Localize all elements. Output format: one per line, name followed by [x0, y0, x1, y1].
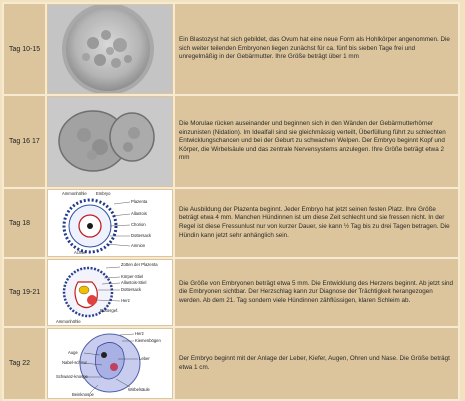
- day19-21-diagram: [48, 260, 172, 325]
- description-cell: Der Embryo beginnt mit der Anlage der Leber, Kiefer, Augen, Ohren und Nase. Die Größe beträgt etwa 1 cm.: [174, 327, 459, 400]
- diagram-label: Auge: [68, 350, 78, 355]
- diagram-label: Leber: [139, 356, 150, 361]
- development-table: [2, 2, 460, 401]
- day-cell: Tag 18: [3, 188, 46, 258]
- diagram-label: Beinknospe: [72, 392, 94, 397]
- diagram-label: Körper-Stiel: [121, 274, 144, 279]
- description-cell: Die Morulae rücken auseinander und beginnen sich in den Wänden der Gebärmutterhörner einzunisten (Nidation). Im Idealfall sind sie gleichmässig verteilt, Überfüllung führt zu schlechten Entwicklungschancen und bei der Geburt zu schwachen Welpen. Der Embryo beginnt Kopf und Körper, die Wirbelsäule und das zentrale Nervensystems anzulegen. Ihre Größe beträgt etwa 2 mm: [174, 95, 459, 188]
- day-cell: Tag 22: [3, 327, 46, 400]
- description-cell: Die Ausbildung der Plazenta beginnt. Jeder Embryo hat jetzt seinen festen Platz. Ihre Größe beträgt etwa 4 mm. Manchen Hündinnen ist um diese Zeit schlecht und sie fressen nicht. In der Regel ist diese Fressunlust nur von kurzer Dauer, sie kann ½ Tag bis zu drei Tagen betragen. Die Hündin kann jetzt sehr anhänglich sein.: [174, 188, 459, 258]
- diagram-label: Herz: [121, 298, 130, 303]
- diagram-label: Ammonhöhle: [56, 319, 81, 324]
- image-cell: [46, 258, 174, 327]
- diagram-label: Chorion: [131, 222, 146, 227]
- image-cell: [46, 95, 174, 188]
- diagram-label: Schwanz-knospe: [56, 374, 88, 379]
- table-row: [3, 95, 459, 188]
- image-cell: [46, 327, 174, 400]
- image-cell: [46, 188, 174, 258]
- diagram-label: Zotten der Plazenta: [121, 262, 158, 267]
- diagram-label: Dottergef.: [100, 308, 119, 313]
- table-row: [3, 327, 459, 400]
- diagram-label: Nabel-schnur: [62, 360, 87, 365]
- diagram-label: Kiemenbögen: [135, 338, 161, 343]
- table-row: [3, 188, 459, 258]
- day18-diagram: [48, 190, 172, 256]
- diagram-label: Embryo: [96, 191, 111, 196]
- day-cell: Tag 10-15: [3, 3, 46, 95]
- diagram-label: Wirbelsäule: [128, 387, 150, 392]
- description-cell: Die Größe von Embryonen beträgt etwa 5 mm. Die Entwicklung des Herzens beginnt. Ab jetzt sind die Embryonen sichtbar. Der Herzschlag kann zur Diagnose der Trächtigkeit herangezogen werden. Ab dem 21. Tag sondern viele Hündinnen zähflüssigen, klaren Schleim ab.: [174, 258, 459, 327]
- diagram-label: Allantois: [131, 211, 147, 216]
- morula-photo: [48, 97, 172, 186]
- table-row: [3, 3, 459, 95]
- day-cell: Tag 16 17: [3, 95, 46, 188]
- diagram-label: Dottersack: [131, 233, 152, 238]
- diagram-label: Achse: [74, 250, 86, 255]
- diagram-label: Allantois-Stiel: [121, 280, 147, 285]
- diagram-label: Dottersack: [121, 287, 142, 292]
- day-cell: Tag 19-21: [3, 258, 46, 327]
- day22-diagram: [48, 329, 172, 398]
- image-cell: [46, 3, 174, 95]
- diagram-label: Ammonhöhle: [62, 191, 87, 196]
- table-row: [3, 258, 459, 327]
- diagram-label: Herz: [135, 331, 144, 336]
- diagram-label: Plazenta: [131, 199, 148, 204]
- diagram-label: Amnion: [131, 243, 146, 248]
- blastocyst-photo: [48, 5, 172, 93]
- description-cell: Ein Blastozyst hat sich gebildet, das Ovum hat eine neue Form als Hohlkörper angenommen. Die sich weiter teilenden Embryonen liegen zunächst für ca. fünf bis sieben Tage frei und unregelmäßig in der Gebärmutter. Ihre Größe beträgt über 1 mm: [174, 3, 459, 95]
